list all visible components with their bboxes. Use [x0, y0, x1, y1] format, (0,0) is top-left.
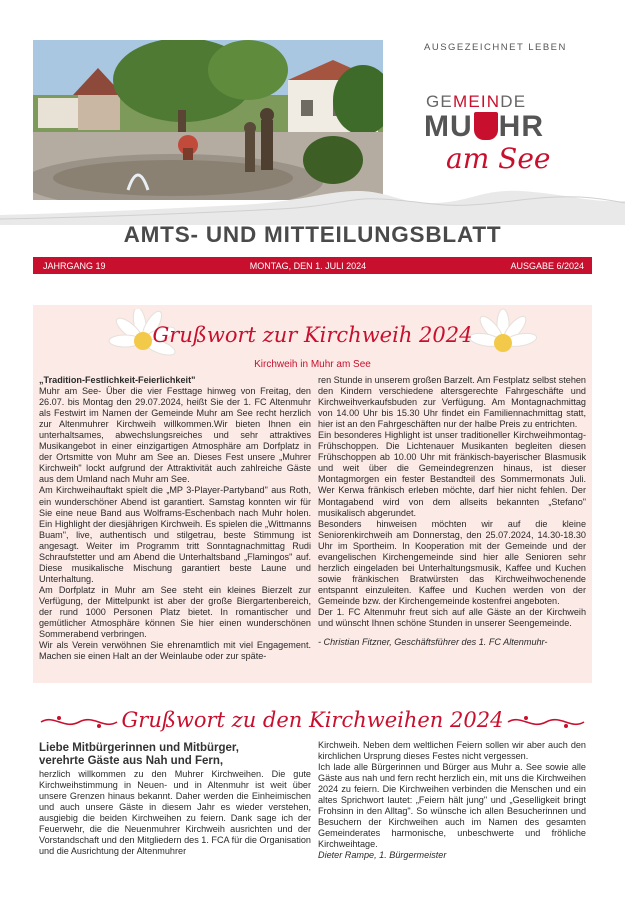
- coat-of-arms-icon: [474, 112, 498, 140]
- ornament-right-icon: [506, 712, 586, 732]
- logo-muhr-part-a: MU: [424, 110, 473, 143]
- logo-gemeinde: [426, 92, 526, 112]
- paragraph: Kirchweih. Neben dem weltlichen Feiern sollen wir aber auch den kirchlichen Ursprung dieses Festes nicht vergessen.: [318, 740, 586, 762]
- paragraph: Wir als Verein verwöhnen Sie ehrenamtlich mit viel Engagement. Machen sie einen Halt an der Weinlaube oder zur späte-: [39, 640, 311, 662]
- signature: Dieter Rampe, 1. Bürgermeister: [318, 850, 447, 861]
- issue-date: MONTAG, DEN 1. JULI 2024: [249, 260, 367, 271]
- greeting-line-1: Liebe Mitbürgerinnen und Mitbürger,: [39, 742, 239, 754]
- section-kirchweihen-2024: [33, 690, 592, 890]
- logo-gemeinde-part-a: GE: [426, 92, 453, 111]
- paragraph: Am Dorfplatz in Muhr am See steht ein kleines Bierzelt zur Verfügung, der Mittelpunkt ist aber der große Biergartenbereich, der rund 1000 Personen Platz bietet. In romantischer und gemütlicher Atmosphäre können Sie hier einen wunderschönen Sommerabend verbringen.: [39, 584, 311, 640]
- logo-muhr-part-b: HR: [498, 110, 544, 143]
- section1-heading: „Tradition-Festlichkeit-Feierlichkeit": [39, 375, 196, 385]
- section1-column-left: [39, 375, 311, 662]
- header-wave: [0, 185, 625, 225]
- logo-gemeinde-part-c: DE: [500, 92, 527, 111]
- logo-gemeinde-part-b: MEIN: [452, 92, 501, 111]
- paragraph: Ein besonderes Highlight ist unser traditioneller Kirchweihmontag-Frühschoppen. Die Lichtenauer Musikanten begleiten diesen Frühschoppen ab 10.00 Uhr mit fränkisch-bayerischer Blasmusik und weit über die Gemeindegrenzen hinaus, ist dieser Montagmorgen ein fester Bestandteil des Sommermonats Juli. Wer Kerwa fränkisch erleben möchte, darf hier nicht fehlen. Der Montagabend wird von dem allseits bekannten „Stefano" musikalisch abgerundet.: [318, 430, 586, 518]
- paragraph: Ich lade alle Bürgerinnen und Bürger aus Muhr a. See sowie alle Gäste aus nah und fern recht herzlich ein, mit uns die Kirchweihen 2024 zu feiern. Die Kirchweihen verbinden die Menschen und ein altes Sprichwort lautet: „Feiern hält jung" und „Geselligkeit bringt Frohsinn in den Alltag". So wünsche ich allen Besucherinnen und Besuchern der Kirchweihen auch im Namen des gesamten Gemeinderates harmonische, unbeschwerte und fröhliche Kirchweihtage.: [318, 762, 586, 850]
- header-photo: [33, 40, 383, 200]
- signature: - Christian Fitzner, Geschäftsführer des 1. FC Altenmuhr-: [318, 637, 548, 648]
- greeting-line-2: verehrte Gäste aus Nah und Fern,: [39, 755, 224, 767]
- section1-subtitle: Kirchweih in Muhr am See: [254, 359, 371, 370]
- paragraph: Der 1. FC Altenmuhr freut sich auf alle Gäste an der Kirchweih und wünscht Ihnen schöne Stunden in unserer Seengemeinde.: [318, 606, 586, 629]
- paragraph: Am Kirchweihauftakt spielt die „MP 3-Player-Partyband" aus Roth, ein wunderschöner Abend ist garantiert. Samstag konnten wir für Sie eine neue Band aus Wolframs-Eschenbach nach Muhr holen. Ein Highlight der diesjährigen Kirchweih. Es spielen die „Wittmanns Buam", live, authentisch und stilgetrau, beste Stimmung ist angesagt. Weiter im Programm tritt Sonntagnachmittag Rudi Schraufstetter und am Abend die Unterhaltsband „Flamingos" auf. Diese musikalische Mischung garantiert beste Laune und Unterhaltung.: [39, 485, 311, 584]
- section1-title: Grußwort zur Kirchweih 2024: [152, 323, 473, 347]
- paragraph: ren Stunde in unserem großen Barzelt. Am Festplatz selbst stehen den Kindern verschiedene altersgerechte Fahrgeschäfte und Kirchweihverkaufsbuden zur Verfügung. Am Montagnachmittag von 14.00 Uhr bis 15.30 Uhr findet ein Familiennachmittag statt, hier ist an den Fahrgeschäften nur der halbe Preis zu entrichten.: [318, 375, 586, 430]
- issue-bar: [33, 257, 592, 274]
- paragraph: herzlich willkommen zu den Muhrer Kirchweihen. Die gute Kirchweihstimmung in Neuen- und in Altenmuhr ist weit über unsere Grenzen hinaus bekannt. Daher werden die Einheimischen und auch unsere Gäste in diesem Jahr es wieder verstehen, ausgiebig die beiden Kirchweihen zu feiern. Dank sage ich der Feuerwehr, die die Neuenmuhrer Kirchweih ausrichten und der Vorstandschaft und den Mitgliedern des 1. FCA für die Organisation und die Ausrichtung der Altenmuhrer: [39, 769, 311, 857]
- paragraph: Muhr am See- Über die vier Festtage hinweg von Freitag, den 26.07. bis Montag den 29.07.2024, heißt Sie der 1. FC Altenmuhr als Festwirt im Namen der Gemeinde Muhr am See recht herzlich zur Altenmuhrer Kirchweih willkommen.Wir bieten Ihnen ein unterhaltsames, abwechslungsreiches und sehr attraktives Musikangebot in einer einzigartigen Atmosphäre am Dorfplatz in der Ortsmitte von Muhr am See an. Dieses Fest unsere „Muhrer Kirchweih" lockt aufgrund der Attraktivität auch zahlreiche Gäste aus dem Umland nach Muhr am See.: [39, 386, 311, 485]
- paragraph: Besonders hinweisen möchten wir auf die kleine Seniorenkirchweih am Donnerstag, den 25.07.2024, 14.30-18.30 Uhr im Sportheim. In Kooperation mit der Gemeinde und der evangelischen Kirchengemeinde sind hier alle Senioren sehr herzlich eingeladen bei Unterhaltungsmusik, Kaffee und Kuchen sowie fränkischen Bratwürsten das Kirchweihwochenende entspannt einzuleiten. Kaffee und Kuchen werden von der Gemeinde bzw. der Kirchengemeinde kostenfrei angeboten.: [318, 518, 586, 606]
- section2-column-right: [318, 740, 586, 862]
- section2-title: Grußwort zu den Kirchweihen 2024: [121, 708, 504, 732]
- issue-jahrgang: JAHRGANG 19: [43, 260, 106, 271]
- logo-am-see: am See: [446, 142, 551, 175]
- section2-column-left: [39, 742, 311, 857]
- tagline: AUSGEZEICHNET LEBEN: [424, 42, 567, 53]
- page-title: AMTS- UND MITTEILUNGSBLATT: [123, 222, 502, 247]
- section1-column-right: [318, 375, 586, 648]
- section-kirchweih-2024: [33, 305, 592, 683]
- logo-muhr: [424, 110, 544, 144]
- issue-ausgabe: AUSGABE 6/2024: [510, 260, 584, 271]
